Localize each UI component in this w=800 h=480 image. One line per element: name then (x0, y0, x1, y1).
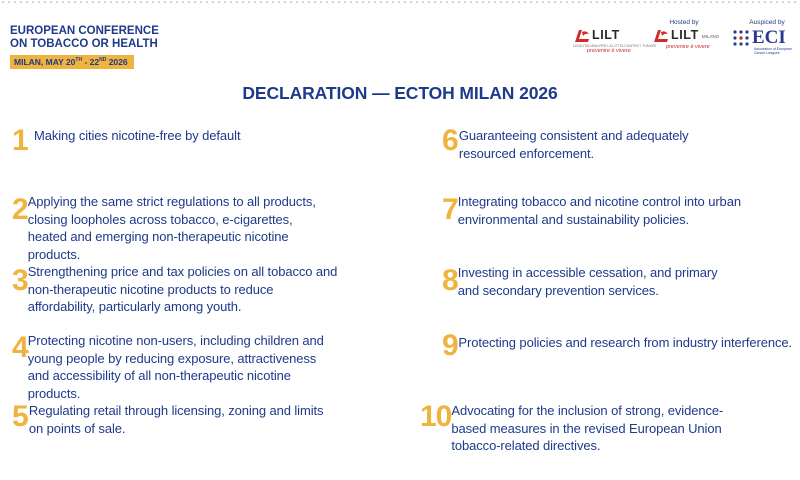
item-number: 8 (442, 264, 458, 297)
item-text: Protecting nicotine non-users, including children and young people by reducing exposure, attractiveness and accessibility of all non-therapeutic nicotine products. (27, 333, 324, 401)
item-text: Making cities nicotine-free by default (34, 128, 241, 143)
declaration-item-6 (442, 126, 742, 162)
milano-label: MILANO (701, 34, 720, 39)
item-text: Integrating tobacco and nicotine control into urban environmental and sustainability policies. (457, 194, 741, 227)
conference-name (10, 25, 180, 51)
conference-name-line2: ON TOBACCO OR HEALTH (10, 38, 158, 50)
lilt-emblem-icon (573, 28, 591, 44)
conference-dates-badge: MILAN, MAY 20TH - 22ND 2026 (10, 55, 134, 69)
lilt-logo (573, 28, 657, 55)
host-partner (648, 18, 720, 51)
declaration-item-3 (12, 266, 342, 316)
lilt-milano-wordmark: LILT (671, 28, 699, 42)
declaration-item-8 (442, 266, 742, 299)
declaration-item-10 (420, 402, 750, 455)
eci-subtitle: Association of European Cancer Leagues (754, 47, 792, 55)
item-text: Protecting policies and research from industry interference. (458, 335, 792, 350)
auspiced-by-label: Auspiced by (749, 19, 785, 26)
declaration-item-4 (12, 333, 330, 402)
item-text: Strengthening price and tax policies on all tobacco and non-therapeutic nicotine products to reduce affordability, particularly among youth. (27, 264, 338, 314)
lilt-emblem-icon (652, 28, 670, 44)
item-number: 10 (420, 400, 452, 433)
declaration-item-7 (442, 195, 742, 228)
lilt-subtitle: LEGA ITALIANA PER LA LOTTA CONTRO I TUMORI (573, 44, 657, 48)
item-number: 3 (12, 264, 28, 297)
conference-name-line1: EUROPEAN CONFERENCE (10, 25, 159, 37)
item-text: Guaranteeing consistent and adequately resourced enforcement. (458, 128, 689, 161)
item-number: 1 (12, 124, 28, 157)
item-number: 6 (442, 124, 458, 157)
top-dotted-border (0, 0, 800, 4)
item-number: 9 (442, 329, 458, 362)
declaration-item-9 (442, 331, 792, 361)
item-text: Regulating retail through licensing, zoning and limits on points of sale. (28, 403, 324, 436)
partner-logos (570, 18, 800, 68)
eci-wordmark: ECI (752, 27, 786, 48)
lilt-wordmark: LILT (592, 28, 620, 42)
eci-dots-icon (732, 29, 750, 47)
declaration-item-1 (12, 126, 352, 156)
hosted-by-label: Hosted by (669, 19, 699, 26)
item-text: Investing in accessible cessation, and primary and secondary prevention services. (457, 265, 718, 298)
declaration-item-5 (12, 402, 332, 437)
item-number: 7 (442, 193, 458, 226)
conference-brand (10, 25, 180, 70)
item-number: 5 (12, 400, 28, 433)
item-text: Advocating for the inclusion of strong, evidence-based measures in the revised European Union tobacco-related directives. (451, 403, 724, 453)
item-number: 2 (12, 193, 28, 226)
declaration-item-2 (12, 195, 332, 263)
item-text: Applying the same strict regulations to all products, closing loopholes across tobacco, e-cigarettes, heated and emerging non-therapeutic nicotine products. (27, 194, 316, 262)
declaration-title: DECLARATION — ECTOH MILAN 2026 (242, 83, 558, 103)
auspice-partner (732, 18, 800, 55)
lilt-tagline: prevenire è vivere (587, 48, 631, 54)
item-number: 4 (12, 331, 28, 364)
lilt-milano-tagline: prevenire è vivere (666, 44, 710, 50)
